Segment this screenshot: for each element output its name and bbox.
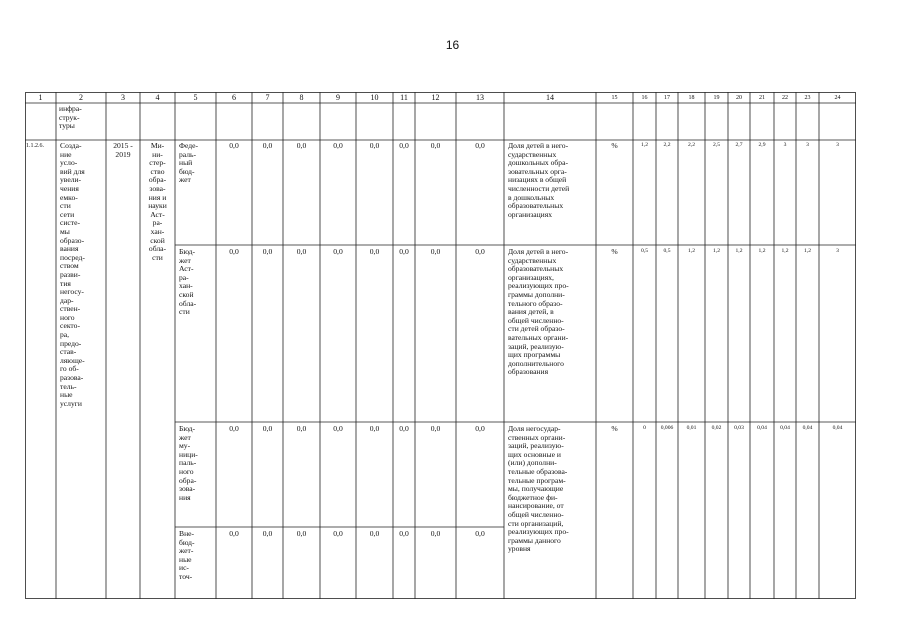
indicator-unit: % [611, 141, 618, 150]
header-col-19: 19 [713, 95, 720, 101]
indicator-text: Доля детей в него- сударственных дошкольных обра- зовательных орга- низациях в общей численности детей в дошкольных образовательных организациях [508, 141, 570, 219]
value-cell: 0,0 [430, 141, 441, 150]
header-col-3: 3 [121, 93, 125, 102]
indicator-value: 1,2 [713, 248, 720, 254]
value-cell: 0,0 [333, 529, 343, 538]
header-col-17: 17 [664, 95, 670, 101]
header-col-5: 5 [193, 93, 198, 102]
value-cell: 0,0 [333, 424, 343, 433]
value-cell: 0,0 [430, 424, 441, 433]
indicator-value: 3 [783, 142, 787, 148]
header-col-8: 8 [299, 93, 304, 102]
header-col-7: 7 [265, 93, 270, 102]
executor: Ми- ни- стер- ство обра- зова- ния и науки Аст- ра- хан- ской обла- сти [148, 141, 167, 262]
indicator-value: 1,2 [735, 248, 743, 254]
value-cell: 0,0 [399, 247, 409, 256]
indicator-value: 2,5 [713, 142, 720, 148]
header-col-24: 24 [834, 95, 841, 101]
value-cell: 0,0 [475, 529, 485, 538]
value-cell: 0,0 [399, 529, 409, 538]
indicator-value: 3 [836, 142, 839, 148]
header-col-2: 2 [79, 93, 83, 102]
continuation-text: инфра- струк- туры [59, 104, 82, 131]
period: 2015 - 2019 [113, 141, 133, 159]
budget-table [25, 92, 856, 599]
header-col-22: 22 [782, 95, 788, 101]
indicator-unit: % [611, 247, 618, 256]
indicator-value: 3 [806, 142, 809, 148]
indicator-value: 0,5 [663, 248, 671, 254]
indicator-value: 0,04 [832, 425, 843, 431]
indicator-value: 1,2 [688, 248, 695, 254]
indicator-value: 0,02 [711, 425, 722, 431]
header-col-14: 14 [546, 93, 554, 102]
source-label: Вне- бюд- жет- ные ис- точ- [179, 529, 195, 581]
value-cell: 0,0 [430, 247, 441, 256]
indicator-value: 0,04 [780, 425, 790, 431]
page-number: 16 [445, 38, 460, 52]
value-cell: 0,0 [475, 247, 485, 256]
indicator-value: 0,5 [641, 248, 648, 254]
value-cell: 0,0 [369, 141, 380, 150]
header-col-21: 21 [759, 95, 765, 101]
value-cell: 0,0 [399, 141, 409, 150]
indicator-value: 1,2 [758, 248, 766, 254]
source-label: Феде- раль- ный бюд- жет [179, 141, 199, 185]
value-cell: 0,0 [296, 247, 307, 256]
indicator-value: 0,03 [734, 425, 744, 431]
value-cell: 0,0 [229, 529, 239, 538]
indicator-value: 1,2 [781, 248, 789, 254]
indicator-value: 0,04 [802, 425, 813, 431]
header-col-10: 10 [370, 93, 379, 102]
indicator-value: 2,2 [663, 142, 671, 148]
header-col-13: 13 [476, 93, 484, 102]
value-cell: 0,0 [475, 424, 485, 433]
value-cell: 0,0 [229, 247, 239, 256]
header-col-9: 9 [336, 93, 340, 102]
value-cell: 0,0 [296, 529, 307, 538]
header-col-23: 23 [804, 95, 811, 101]
value-cell: 0,0 [262, 247, 273, 256]
source-label: Бюд- жет му- ници- паль- ного обра- зова- ния [179, 424, 198, 502]
row-number: 1.1.2.6. [26, 143, 44, 149]
value-cell: 0,0 [333, 141, 343, 150]
indicator-value: 0 [643, 425, 646, 431]
header-col-4: 4 [155, 93, 160, 102]
value-cell: 0,0 [430, 529, 441, 538]
value-cell: 0,0 [369, 424, 380, 433]
activity-name: Созда- ние усло- вий для увели- чения емко- сти сети систе- мы образо- вания посред- ством разви- тия негосу- дар- ствен- ного секто- ра, предо- став- ляюще- го об- разова- тель- ные услуги [60, 141, 85, 408]
value-cell: 0,0 [262, 424, 273, 433]
source-label: Бюд- жет Аст- ра- хан- ской обла- сти [179, 247, 197, 317]
indicator-value: 2,9 [758, 142, 766, 148]
indicator-value: 1,2 [641, 142, 648, 148]
indicator-unit: % [611, 424, 618, 433]
header-col-20: 20 [736, 95, 742, 101]
header-col-12: 12 [431, 93, 440, 102]
value-cell: 0,0 [296, 424, 307, 433]
header-col-18: 18 [688, 95, 695, 101]
value-cell: 0,0 [262, 529, 273, 538]
indicator-value: 0,04 [757, 425, 767, 431]
header-col-1: 1 [38, 93, 43, 102]
header-col-11: 11 [400, 93, 408, 102]
value-cell: 0,0 [399, 424, 409, 433]
value-cell: 0,0 [369, 247, 380, 256]
indicator-value: 3 [836, 248, 839, 254]
header-col-16: 16 [641, 95, 648, 101]
indicator-value: 2,7 [735, 142, 743, 148]
value-cell: 0,0 [475, 141, 485, 150]
value-cell: 0,0 [333, 247, 343, 256]
value-cell: 0,0 [369, 529, 380, 538]
value-cell: 0,0 [262, 141, 273, 150]
indicator-value: 1,2 [804, 248, 811, 254]
header-col-15: 15 [611, 95, 618, 101]
value-cell: 0,0 [229, 141, 239, 150]
indicator-text: Доля негосудар- ственных органи- заций, реализую- щих основные и (или) дополни- тельные образова- тельные програм- мы, получающие бюджетное фи- нансирование, от общей численно- сти организаций, реализующих про- граммы данного уровня [508, 424, 569, 554]
indicator-value: 0,01 [686, 425, 697, 431]
indicator-value: 2,2 [688, 142, 695, 148]
header-col-6: 6 [232, 93, 236, 102]
value-cell: 0,0 [229, 424, 239, 433]
indicator-value: 0,006 [660, 425, 674, 431]
indicator-text: Доля детей в него- сударственных образовательных организациях, реализующих про- граммы дополни- тельного образо- вания детей, в общей численно- сти детей образо- вательных органи- заций, реализую- щих программы дополнительного образования [508, 247, 569, 377]
value-cell: 0,0 [296, 141, 307, 150]
